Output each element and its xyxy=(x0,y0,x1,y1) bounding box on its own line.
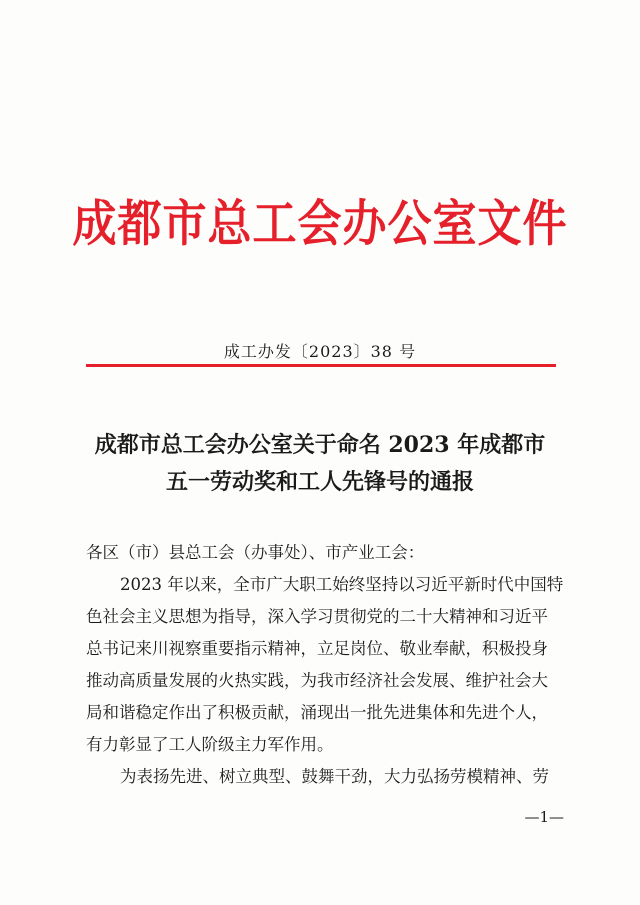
notice-title-line-1: 成都市总工会办公室关于命名 2023 年成都市 xyxy=(94,432,546,458)
body-line: 有力彰显了工人阶级主力军作用。 xyxy=(86,735,334,754)
body-line: 色社会主义思想为指导，深入学习贯彻党的二十大精神和习近平 xyxy=(86,607,548,626)
body-line: 总书记来川视察重要指示精神，立足岗位、敬业奉献，积极投身 xyxy=(86,639,548,658)
body-line: 推动高质量发展的火热实践，为我市经济社会发展、维护社会大 xyxy=(86,671,548,690)
document-number: 成工办发〔2023〕38 号 xyxy=(223,342,417,361)
body-line: 2023 年以来，全市广大职工始终坚持以习近平新时代中国特 xyxy=(120,575,564,594)
notice-title-line-2: 五一劳动奖和工人先锋号的通报 xyxy=(165,469,474,495)
salutation: 各区（市）县总工会（办事处）、市产业工会： xyxy=(86,543,425,562)
page-number: —1— xyxy=(524,808,564,826)
masthead-title: 成都市总工会办公室文件 xyxy=(72,195,568,253)
red-divider-line xyxy=(86,364,556,367)
body-line: 局和谐稳定作出了积极贡献，涌现出一批先进集体和先进个人， xyxy=(86,703,548,722)
body-line: 为表扬先进、树立典型、鼓舞干劲，大力弘扬劳模精神、劳 xyxy=(120,767,549,786)
